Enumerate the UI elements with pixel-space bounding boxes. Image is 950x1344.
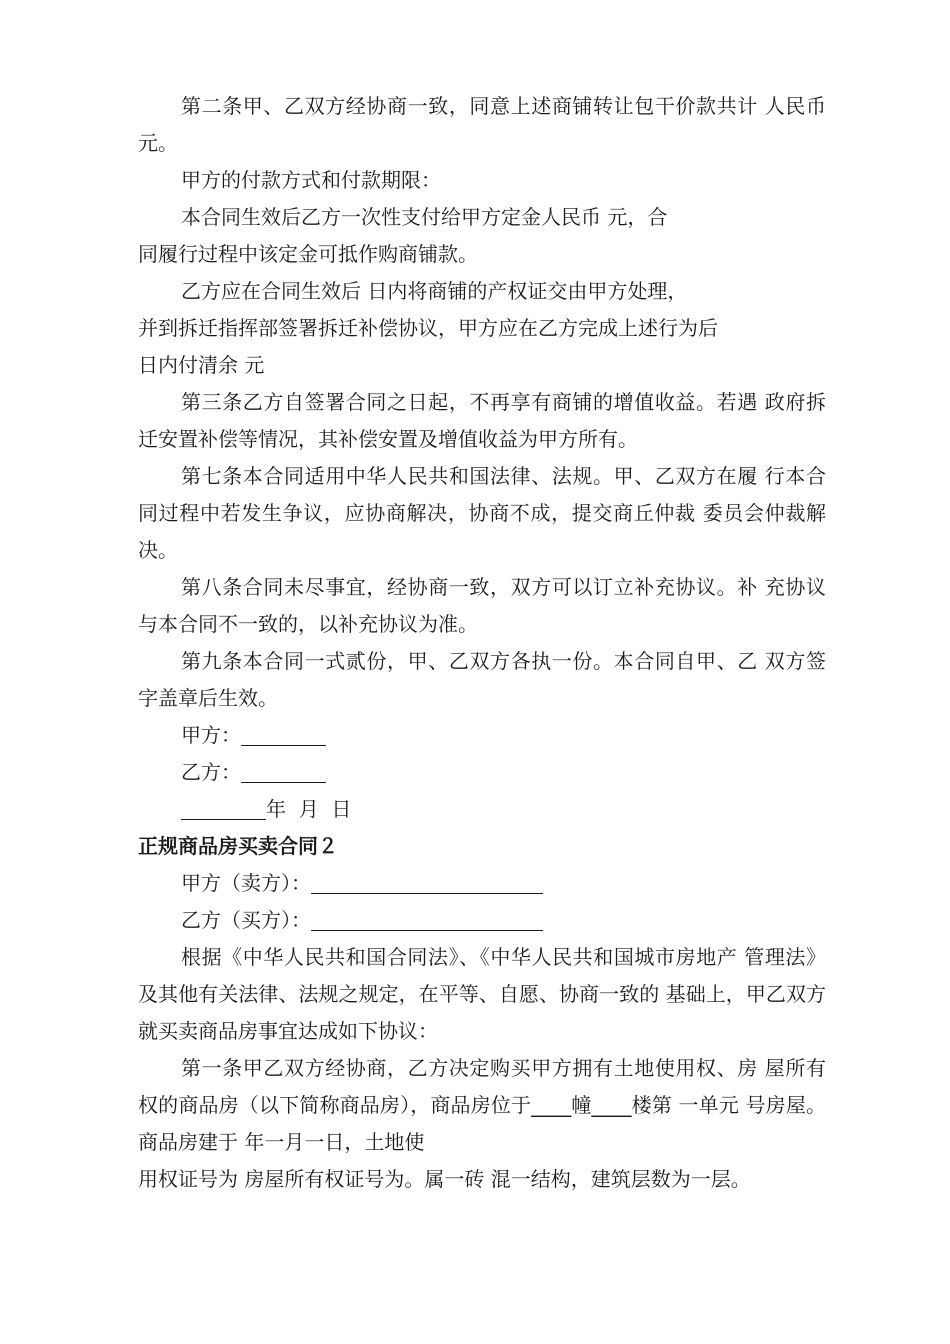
- paragraph-article-1-cont: 用权证号为 房屋所有权证号为。属一砖 混一结构，建筑层数为一层。: [138, 1167, 751, 1191]
- paragraph-certificate-cont: [138, 310, 826, 347]
- party-b-label: 乙方：: [181, 760, 241, 784]
- seller-line: [138, 865, 826, 902]
- certificate-line-2: 并到拆迁指挥部签署拆迁补偿协议，甲方应在乙方完成上述行为后: [138, 316, 718, 340]
- paragraph-certificate-cont-2: [138, 347, 826, 384]
- paragraph-payment-heading: 甲方的付款方式和付款期限：: [181, 168, 441, 192]
- date-year-line[interactable]: [181, 797, 266, 820]
- section-title: 正规商品房买卖合同２: [138, 834, 338, 858]
- certificate-line-3: 日内付清余 元: [138, 353, 265, 377]
- certificate-line-1: 乙方应在合同生效后 日内将商铺的产权证交由甲方处理，: [181, 279, 688, 303]
- paragraph-deposit: [138, 199, 826, 236]
- signature-party-a: [138, 717, 826, 754]
- seller-input-line[interactable]: [311, 871, 543, 894]
- paragraph-article-2: 第二条甲、乙双方经协商一致，同意上述商铺转让包干价款共计 人民币 元。: [138, 94, 826, 155]
- date-suffix: 年 月 日: [266, 797, 352, 821]
- deposit-line-1: 本合同生效后乙方一次性支付给甲方定金人民币 元，合: [181, 205, 668, 229]
- paragraph-article-9: 第九条本合同一式贰份，甲、乙双方各执一份。本合同自甲、乙 双方签字盖章后生效。: [138, 649, 826, 710]
- party-a-label: 甲方：: [181, 723, 241, 747]
- paragraph-deposit-cont: [138, 236, 826, 273]
- paragraph-article-7: 第七条本合同适用中华人民共和国法律、法规。甲、乙双方在履 行本合同过程中若发生争议，应协商解决，协商不成，提交商丘仲裁 委员会仲裁解决。: [138, 464, 826, 562]
- paragraph-article-3: 第三条乙方自签署合同之日起，不再享有商铺的增值收益。若遇 政府拆迁安置补偿等情况，其补偿安置及增值收益为甲方所有。: [138, 390, 826, 451]
- seller-label: 甲方（卖方）：: [181, 871, 311, 895]
- deposit-line-2: 同履行过程中该定金可抵作购商铺款。: [138, 242, 478, 266]
- signature-party-b: [138, 754, 826, 791]
- signature-date: [138, 791, 826, 828]
- paragraph-intro: 根据《中华人民共和国合同法》、《中华人民共和国城市房地产 管理法》及其他有关法律、法规之规定，在平等、自愿、协商一致的 基础上，甲乙双方就买卖商品房事宜达成如下协议：: [138, 945, 826, 1043]
- party-b-signature-line[interactable]: [241, 760, 326, 783]
- buyer-input-line[interactable]: [311, 908, 543, 931]
- paragraph-certificate: [138, 273, 826, 310]
- buyer-line: [138, 902, 826, 939]
- party-a-signature-line[interactable]: [241, 723, 326, 746]
- paragraph-article-1: 第一条甲乙双方经协商，乙方决定购买甲方拥有土地使用权、房 屋所有权的商品房（以下简称商品房），商品房位于____幢____楼第 一单元 号房屋。商品房建于 年一月一日，土地使: [138, 1056, 826, 1154]
- document-body: [138, 88, 826, 1198]
- paragraph-article-8: 第八条合同未尽事宜，经协商一致，双方可以订立补充协议。补 充协议与本合同不一致的，以补充协议为准。: [138, 575, 826, 636]
- buyer-label: 乙方（买方）：: [181, 908, 311, 932]
